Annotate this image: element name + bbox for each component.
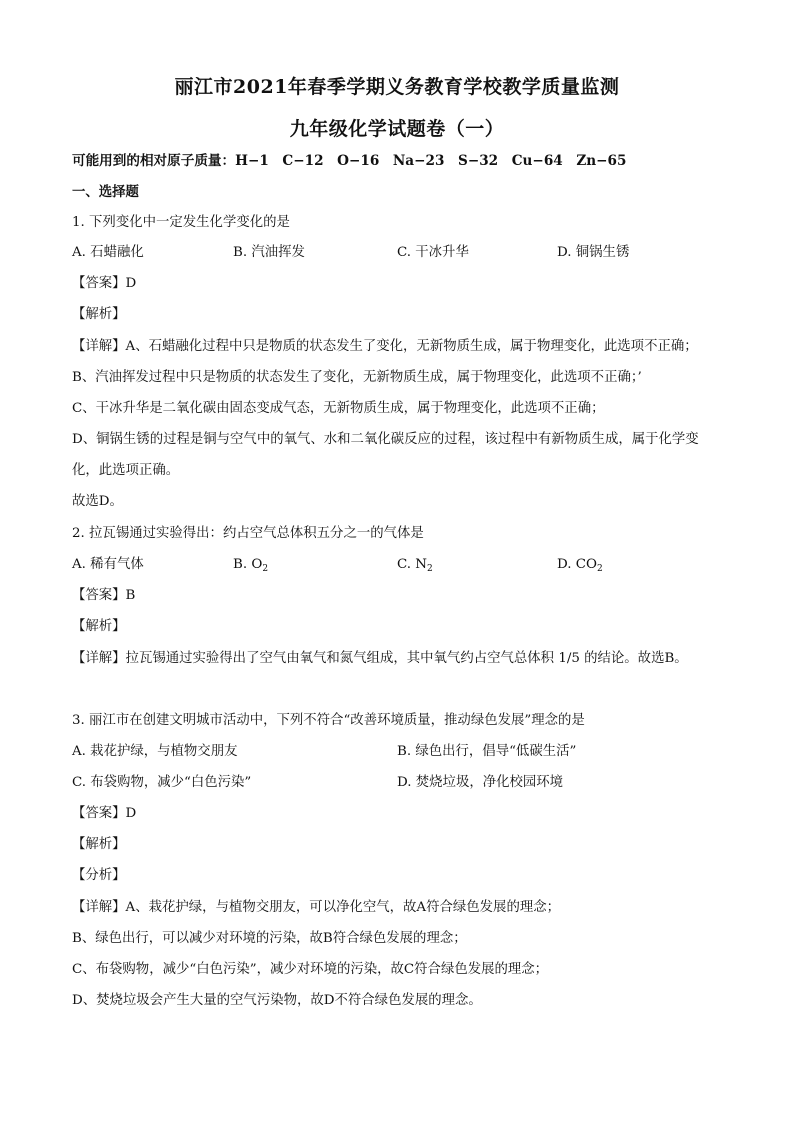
q3-answer: 【答案】D — [72, 806, 137, 821]
q2-stem: 2. 拉瓦锡通过实验得出：约占空气总体积五分之一的气体是 — [72, 526, 424, 541]
q2-analysis-tag: 【解析】 — [72, 619, 126, 634]
q1-option-a: A. 石蜡融化 — [72, 245, 144, 260]
q3-fenxi-tag: 【分析】 — [72, 868, 126, 883]
q3-detail-line: D、焚烧垃圾会产生大量的空气污染物，故D不符合绿色发展的理念。 — [72, 993, 482, 1008]
section-heading: 一、选择题 — [72, 184, 139, 200]
q1-option-c: C. 干冰升华 — [397, 245, 469, 260]
q1-stem: 1. 下列变化中一定发生化学变化的是 — [72, 215, 290, 230]
q2-option-b — [233, 555, 268, 579]
q2-option-c — [397, 555, 433, 579]
q1-detail-line: D、铜锅生锈的过程是铜与空气中的氧气、水和二氧化碳反应的过程，该过程中有新物质生成，属于化学变 — [72, 432, 699, 447]
q2-option-d — [557, 555, 603, 579]
q3-option-a: A. 栽花护绿，与植物交朋友 — [72, 744, 238, 759]
q3-stem: 3. 丽江市在创建文明城市活动中，下列不符合“改善环境质量，推动绿色发展”理念的是 — [72, 713, 585, 728]
q1-analysis-tag: 【解析】 — [72, 307, 126, 322]
q2-option-b-text: B. O — [233, 557, 263, 572]
q3-option-b: B. 绿色出行，倡导“低碳生活” — [397, 744, 577, 759]
q1-detail-line: C、干冰升华是二氧化碳由固态变成气态，无新物质生成，属于物理变化，此选项不正确； — [72, 401, 605, 416]
q2-option-d-subscript: 2 — [597, 564, 603, 574]
q2-option-a: A. 稀有气体 — [72, 557, 144, 572]
q2-answer: 【答案】B — [72, 588, 136, 603]
q2-option-c-subscript: 2 — [427, 564, 433, 574]
q1-detail-line: B、汽油挥发过程中只是物质的状态发生了变化，无新物质生成，属于物理变化，此选项不正确；’ — [72, 370, 642, 385]
q1-detail-line: 【详解】A、石蜡融化过程中只是物质的状态发生了变化，无新物质生成，属于物理变化，此选项不正确； — [72, 339, 698, 354]
q1-option-d: D. 铜锅生锈 — [557, 245, 630, 260]
exam-title: 丽江市2021年春季学期义务教育学校教学质量监测 — [174, 76, 620, 98]
q2-detail: 【详解】拉瓦锡通过实验得出了空气由氧气和氮气组成，其中氧气约占空气总体积 1/5 的结论。故选B。 — [72, 651, 688, 666]
q3-option-c: C. 布袋购物，减少“白色污染” — [72, 775, 252, 790]
q3-detail-line: C、布袋购物，减少“白色污染”，减少对环境的污染，故C符合绿色发展的理念； — [72, 962, 549, 977]
q1-option-b: B. 汽油挥发 — [233, 245, 305, 260]
q3-analysis-tag: 【解析】 — [72, 837, 126, 852]
atomic-masses-line: 可能用到的相对原子质量：H−1 C−12 O−16 Na−23 S−32 Cu−64 Zn−65 — [72, 153, 627, 169]
exam-subtitle: 九年级化学试题卷（一） — [289, 118, 505, 140]
q1-conclusion: 故选D。 — [72, 494, 123, 509]
q3-detail-line: B、绿色出行，可以减少对环境的污染，故B符合绿色发展的理念； — [72, 931, 467, 946]
q3-detail-line: 【详解】A、栽花护绿，与植物交朋友，可以净化空气，故A符合绿色发展的理念； — [72, 900, 561, 915]
q1-detail-line: 化，此选项正确。 — [72, 463, 180, 478]
q1-answer: 【答案】D — [72, 276, 137, 291]
q2-option-b-subscript: 2 — [262, 564, 269, 574]
q2-option-c-text: C. N — [397, 557, 427, 572]
q3-option-d: D. 焚烧垃圾，净化校园环境 — [397, 775, 564, 790]
q2-option-d-text: D. CO — [557, 557, 597, 572]
